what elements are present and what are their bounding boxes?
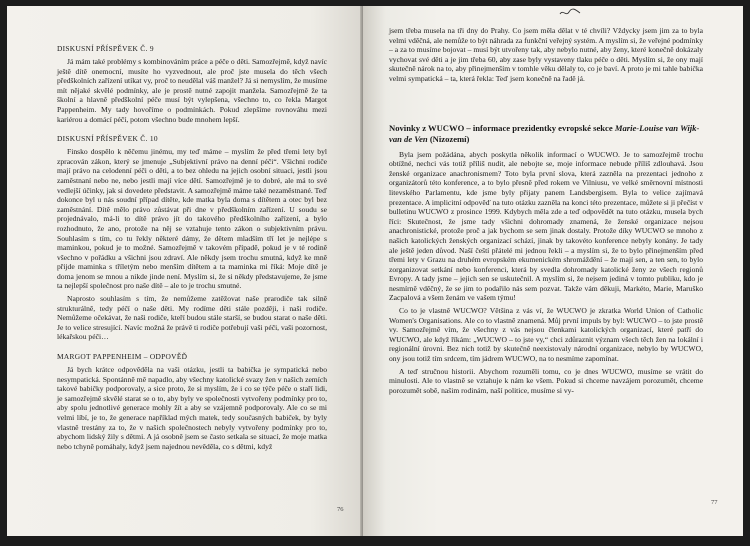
left-page [7,6,364,536]
page-number: 76 [337,506,344,513]
paragraph: Co to je vlastně WUCWO? Většina z vás ví, že WUCWO je zkratka World Union of Catholic Women's Organisations. Ale co to vlastně znamená. Můj první impuls by byl: WUCWO – to jste prostě vy. Samozřejmě vím, že všechny z vás nejsou členkami katolických organizací, které patří do WUCWO, ale když říkám: „WUCWO – to jste vy,“ chci zdůraznit význam všech těch žen na lokální i regionální úrovni. Bez nich totiž by skutečně neexistovaly národní organizace, nebylo by WUCWO, ony jsou totiž tím srdcem, tím jádrem WUCWO, na to nesmíme zapomínat. [389,306,703,364]
section-discussion-10 [57,134,327,342]
section-title-name: Marie-Louise van Wijk-van de Ven [389,122,700,144]
paragraph: Byla jsem požádána, abych poskytla několik informací o WUCWO. Je to samozřejmě trochu obtížné, nechci vás totiž příliš nudit, ale nebojte se, moje informace nebude příliš zdlouhavá. Jsou ženské organizace anachronismem? Toto byla první slova, která zazněla na prezentaci jednoho z organizátorů této konference, a to bylo přesně před rokem ve Vilniusu, ve velké směrnovní místnosti litevského Parlamentu, kde jsme byly přijaty panem Landsbergisem. Byla to velice zajímavá prezentace. A implicitní odpověď na tuto otázku zazněla na konci této prezentace, můžete si ji přečíst v bulletinu WUCWO z prosince 1999. Kdybych měla zde a teď odpovědět na tuto otázku, musela bych říci: Skutečnost, že jsme tady všichni dohromady znamená, že ženské organizace nejsou anachronistické, protože proč a jak bychom se sem jinak dostaly. Protože díky WUCWO se mnoho z našich katolických ženských organizací schází, jinak by takovéto konference nebyly konány. Je tady ale ještě jeden důvod. Naší čeští přátelé mi jednou řekli – a myslím si, že to bylo přinejmenším před třemi lety v Grazu na druhém evropském ekumenickém shromáždění – že mají sen, a ten sen, to bylo zorganizovat setkání nebo konferenci, která by svedla dohromady katolické ženy ze všech regionů Evropy. A tady jsme – jejich sen se uskutečnil. A myslím si, že nejsem jediná v tomto publiku, kdo je nesmírně vděčný, že se jim to podařilo nás sem pozvat. Takže vám děkuji, Markéto, Marie, Maruško Zacpalová a všem ženám ve vašem týmu! [389,149,703,303]
right-page-column [389,26,703,398]
paragraph: Já bych krátce odpověděla na vaši otázku, jestli ta babička je sympatická nebo nesympatická. Spontánně mě napadlo, aby všechny katolické svazy žen v našich zemích takové babičky podporovaly, a sice proto, že si myslím, že i co se týče péče o staří lidi, je samozřejmě skvělé starat se o to, aby byly ve společnosti vytvořeny podmínky pro to, aby spolu jednotlivé generace mohly žít a aby se vzájemně podporovaly. Ale co se mi velmi líbí, je to, že generace například mých matek, tedy současných babiček, by byly vlastně trestány za to, že v našich společnostech nebyly vytvořeny podmínky pro to, abychom lidský žily s dětmi. A já osobně jsem se často setkala se situací, že moje matka nebo tchyně pomáhaly, když jsem najednou nevěděla, co s dětmi, když [57,365,327,451]
paragraph: Finsko dospělo k něčemu jinému, my teď máme – myslím že před třemi lety byl zpracován zákon, který se jmenuje „Subjektivní právo na denní péči“. Všichni rodiče mají právo na celodenní péči o děti, a to bez ohledu na jejich osobní situaci, jestli jsou zaměstnaní nebo ne, nebo jestli mají více dětí. Samozřejmě je to dobré, ale má to své vedlejší účinky, jak si dovedete představit. A samozřejmě máme také nezaměstnané. Teď dokonce byl u nás soudní případ dítěte, kde matka byla doma s dítětem a otec byl bez zaměstnání. Dítě mělo právo zůstávat při dne v předškolním zařízení. U soudu se projednávalo, má-li to dítě právo jít do takového předškolního zařízení, a bylo rozhodnuto, že ano, protože na něj se vztahuje tento zákon o subjektivním právu. Souhlasím s tím, co tu řekly některé dámy, že dětem mladším tří let je nejlépe s maminkou, pokud je to možné. Samozřejmě v takovém případě, pokud je v té rodině všechno v pořádku a všichni jsou zdraví. Ale někdy jsem trochu smutná, když ke mně přijde maminka s tříletým nebo menším dítětem a ta maminka mi říká: Moje dítě je doma jenom se mnou a nikde jinde není. Myslím si, že si někdy představujeme, že jsme ta nejlepší společnost pro naše dítě – ale to je trochu smutné. [57,147,327,291]
section-heading: DISKUSNÍ PŘÍSPĚVEK Č. 10 [57,134,158,144]
section-heading: MARGOT PAPPENHEIM – ODPOVĚĎ [57,352,188,362]
section-pappenheim-reply [57,352,327,451]
right-page [363,6,743,536]
intro-paragraph: jsem třeba musela na tři dny do Prahy. Co jsem měla dělat v té chvíli? Vždycky jsem jim za to byla velmi vděčná, ale nemůže to být náhrada za funkční veřejný systém. A myslím si, že veřejné podmínky – a za to musíme bojovat – musí být utvořeny tak, aby nebylo nutné, aby ženy, které konečně dokázaly vychovat své děti a je jim třeba 60, aby zase byly vystaveny tlaku péče o děti. Myslím si, že ony mají skutečně nárok na to, aby přinejmenším v tomhle věku dělaly to, co je baví. A proto je mi tahle babička velmi sympatická – ta, která řekla: Teď jsem konečně na řadě já. [389,26,703,83]
paragraph: A teď stručnou historii. Abychom rozuměli tomu, co je dnes WUCWO, musíme se vrátit do minulosti. Ale to vlastně se vztahuje k nám ke všem. Pokud si chceme navzájem porozumět, chceme porozumět sobě, našim rodinám, naší politice, musíme si vy- [389,366,703,395]
section-heading: DISKUSNÍ PŘÍSPĚVEK Č. 9 [57,44,154,53]
section-discussion-9 [57,44,327,124]
paragraph: Naprosto souhlasím s tím, že nemůžeme zatěžovat naše prarodiče tak silně strukturálně, tedy péčí o naše děti. My rodíme děti stále později, i naši rodiče. Nemůžeme očekávat, že naši rodiče, kteří budou stále starší, se budou starat o naše děti. Je to velice stresující. Navíc možná že právě ti rodiče potřebují vaši péči, vaši pozornost, lékařskou péči… [57,294,327,342]
section-title-prefix: Novinky z WUCWO – informace prezidentky evropské sekce [389,122,615,133]
pen-mark-icon [559,8,581,18]
paragraph: Já mám také problémy s kombinováním práce a péče o děti. Samozřejmě, když navíc ještě dítě onemocní, musíte ho vyzvednout, ale proč jste musela do těch všech předškolních zařízení utíkat vy, proč to neudělal váš manžel? Já si nemyslím, že musíme mít nějaké skvělé podmínky, ale je prostě nutné zapojit manžela. Samozřejmě že ta školní a hlavně předškolní péče musí být vylepšena, všechno to, co řekla Margot Pappenheim. My tady hovoříme o podmínkách. Pokud zlepšíme rovnováhu mezi kariérou a domácí péčí, potom všechno bude mnohem lepší. [57,57,327,124]
page-number: 77 [711,499,718,506]
section-title-suffix: (Nizozemí) [427,133,470,144]
section-title [389,123,703,145]
left-page-column [57,44,327,454]
